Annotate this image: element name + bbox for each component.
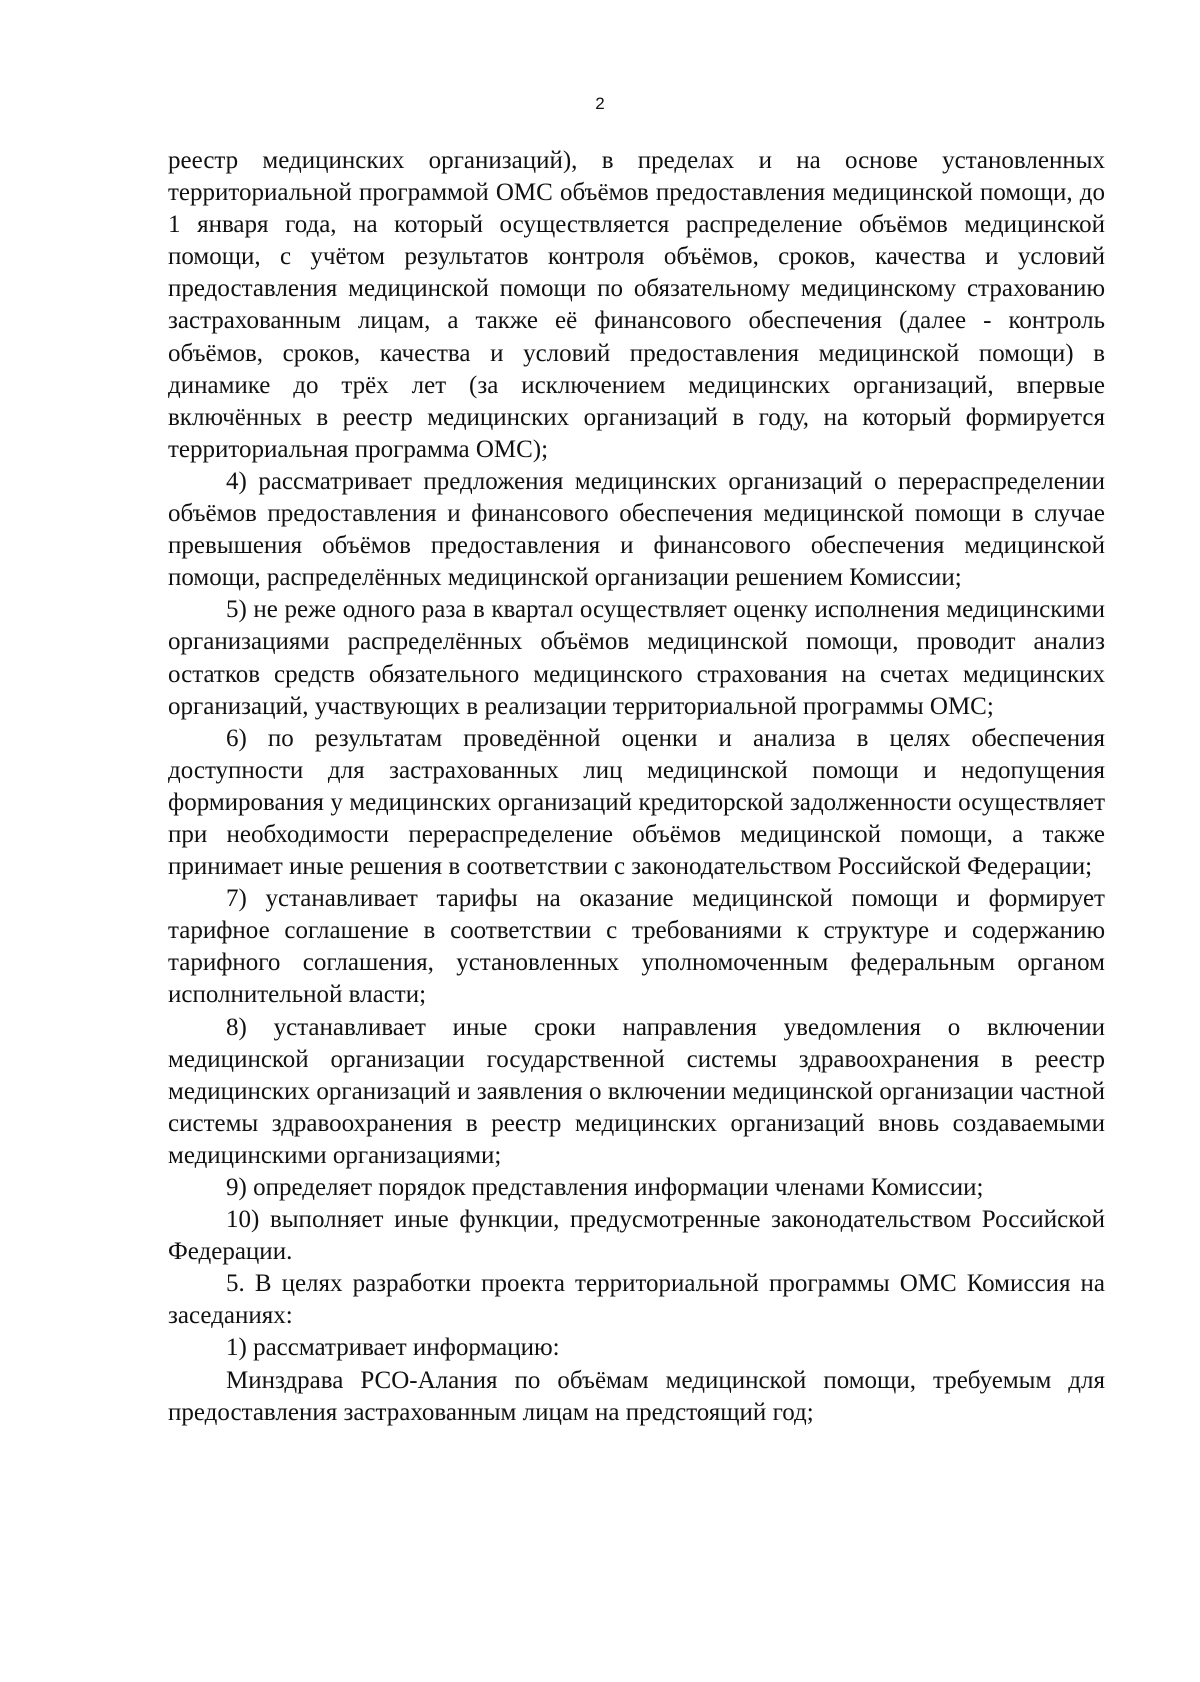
page-number: 2 [595,94,605,113]
paragraph-item-7: 7) устанавливает тарифы на оказание медицинской помощи и формирует тарифное соглашение в соответствии с требованиями к структуре и содержанию тарифного соглашения, установленных уполномоченным федеральным органом исполнительной власти; [168,885,1105,1009]
paragraph-item-8: 8) устанавливает иные сроки направления уведомления о включении медицинской организации государственной системы здравоохранения в реестр медицинских организаций и заявления о включении медицинской организации частной системы здравоохранения в реестр медицинских организаций вновь создаваемыми медицинскими организациями; [168,1013,1105,1169]
paragraph-item-9: 9) определяет порядок представления информации членами Комиссии; [226,1174,984,1201]
paragraph-item-6: 6) по результатам проведённой оценки и анализа в целях обеспечения доступности для застрахованных лиц медицинской помощи и недопущения формирования у медицинских организаций кредиторской задолженности осуществляет при необходимости перераспределение объёмов медицинской помощи, а также принимает иные решения в соответствии с законодательством Российской Федерации; [168,724,1105,881]
paragraph-subitem-1: 1) рассматривает информацию: [226,1334,560,1362]
paragraph-minzdrav-info: Минздрава РСО-Алания по объёмам медицинской помощи, требуемым для предоставления застрахованным лицам на предстоящий год; [168,1366,1105,1426]
paragraph-item-5: 5) не реже одного раза в квартал осуществляет оценку исполнения медицинскими организациями распределённых объёмов медицинской помощи, проводит анализ остатков средств обязательного медицинского страхования на счетах медицинских организаций, участвующих в реализации территориальной программы ОМС; [168,596,1105,720]
paragraph-item-4: 4) рассматривает предложения медицинских организаций о перераспределении объёмов предоставления и финансового обеспечения медицинской помощи в случае превышения объёмов предоставления и финансового обеспечения медицинской помощи, распределённых медицинской организации решением Комиссии; [168,467,1105,592]
document-body [168,145,1105,1429]
paragraph-item-10: 10) выполняет иные функции, предусмотренные законодательством Российской Федерации. [168,1206,1105,1266]
paragraph-section-5: 5. В целях разработки проекта территориальной программы ОМС Комиссия на заседаниях: [168,1270,1105,1330]
paragraph-continuation: реестр медицинских организаций), в пределах и на основе установленных территориальной программой ОМС объёмов предоставления медицинской помощи, до 1 января года, на который осуществляется распределение объёмов медицинской помощи, с учётом результатов контроля объёмов, сроков, качества и условий предоставления медицинской помощи по обязательному медицинскому страхованию застрахованным лицам, а также её финансового обеспечения (далее - контроль объёмов, сроков, качества и условий предоставления медицинской помощи) в динамике до трёх лет (за исключением медицинских организаций, впервые включённых в реестр медицинских организаций в году, на который формируется территориальная программа ОМС); [168,147,1105,463]
